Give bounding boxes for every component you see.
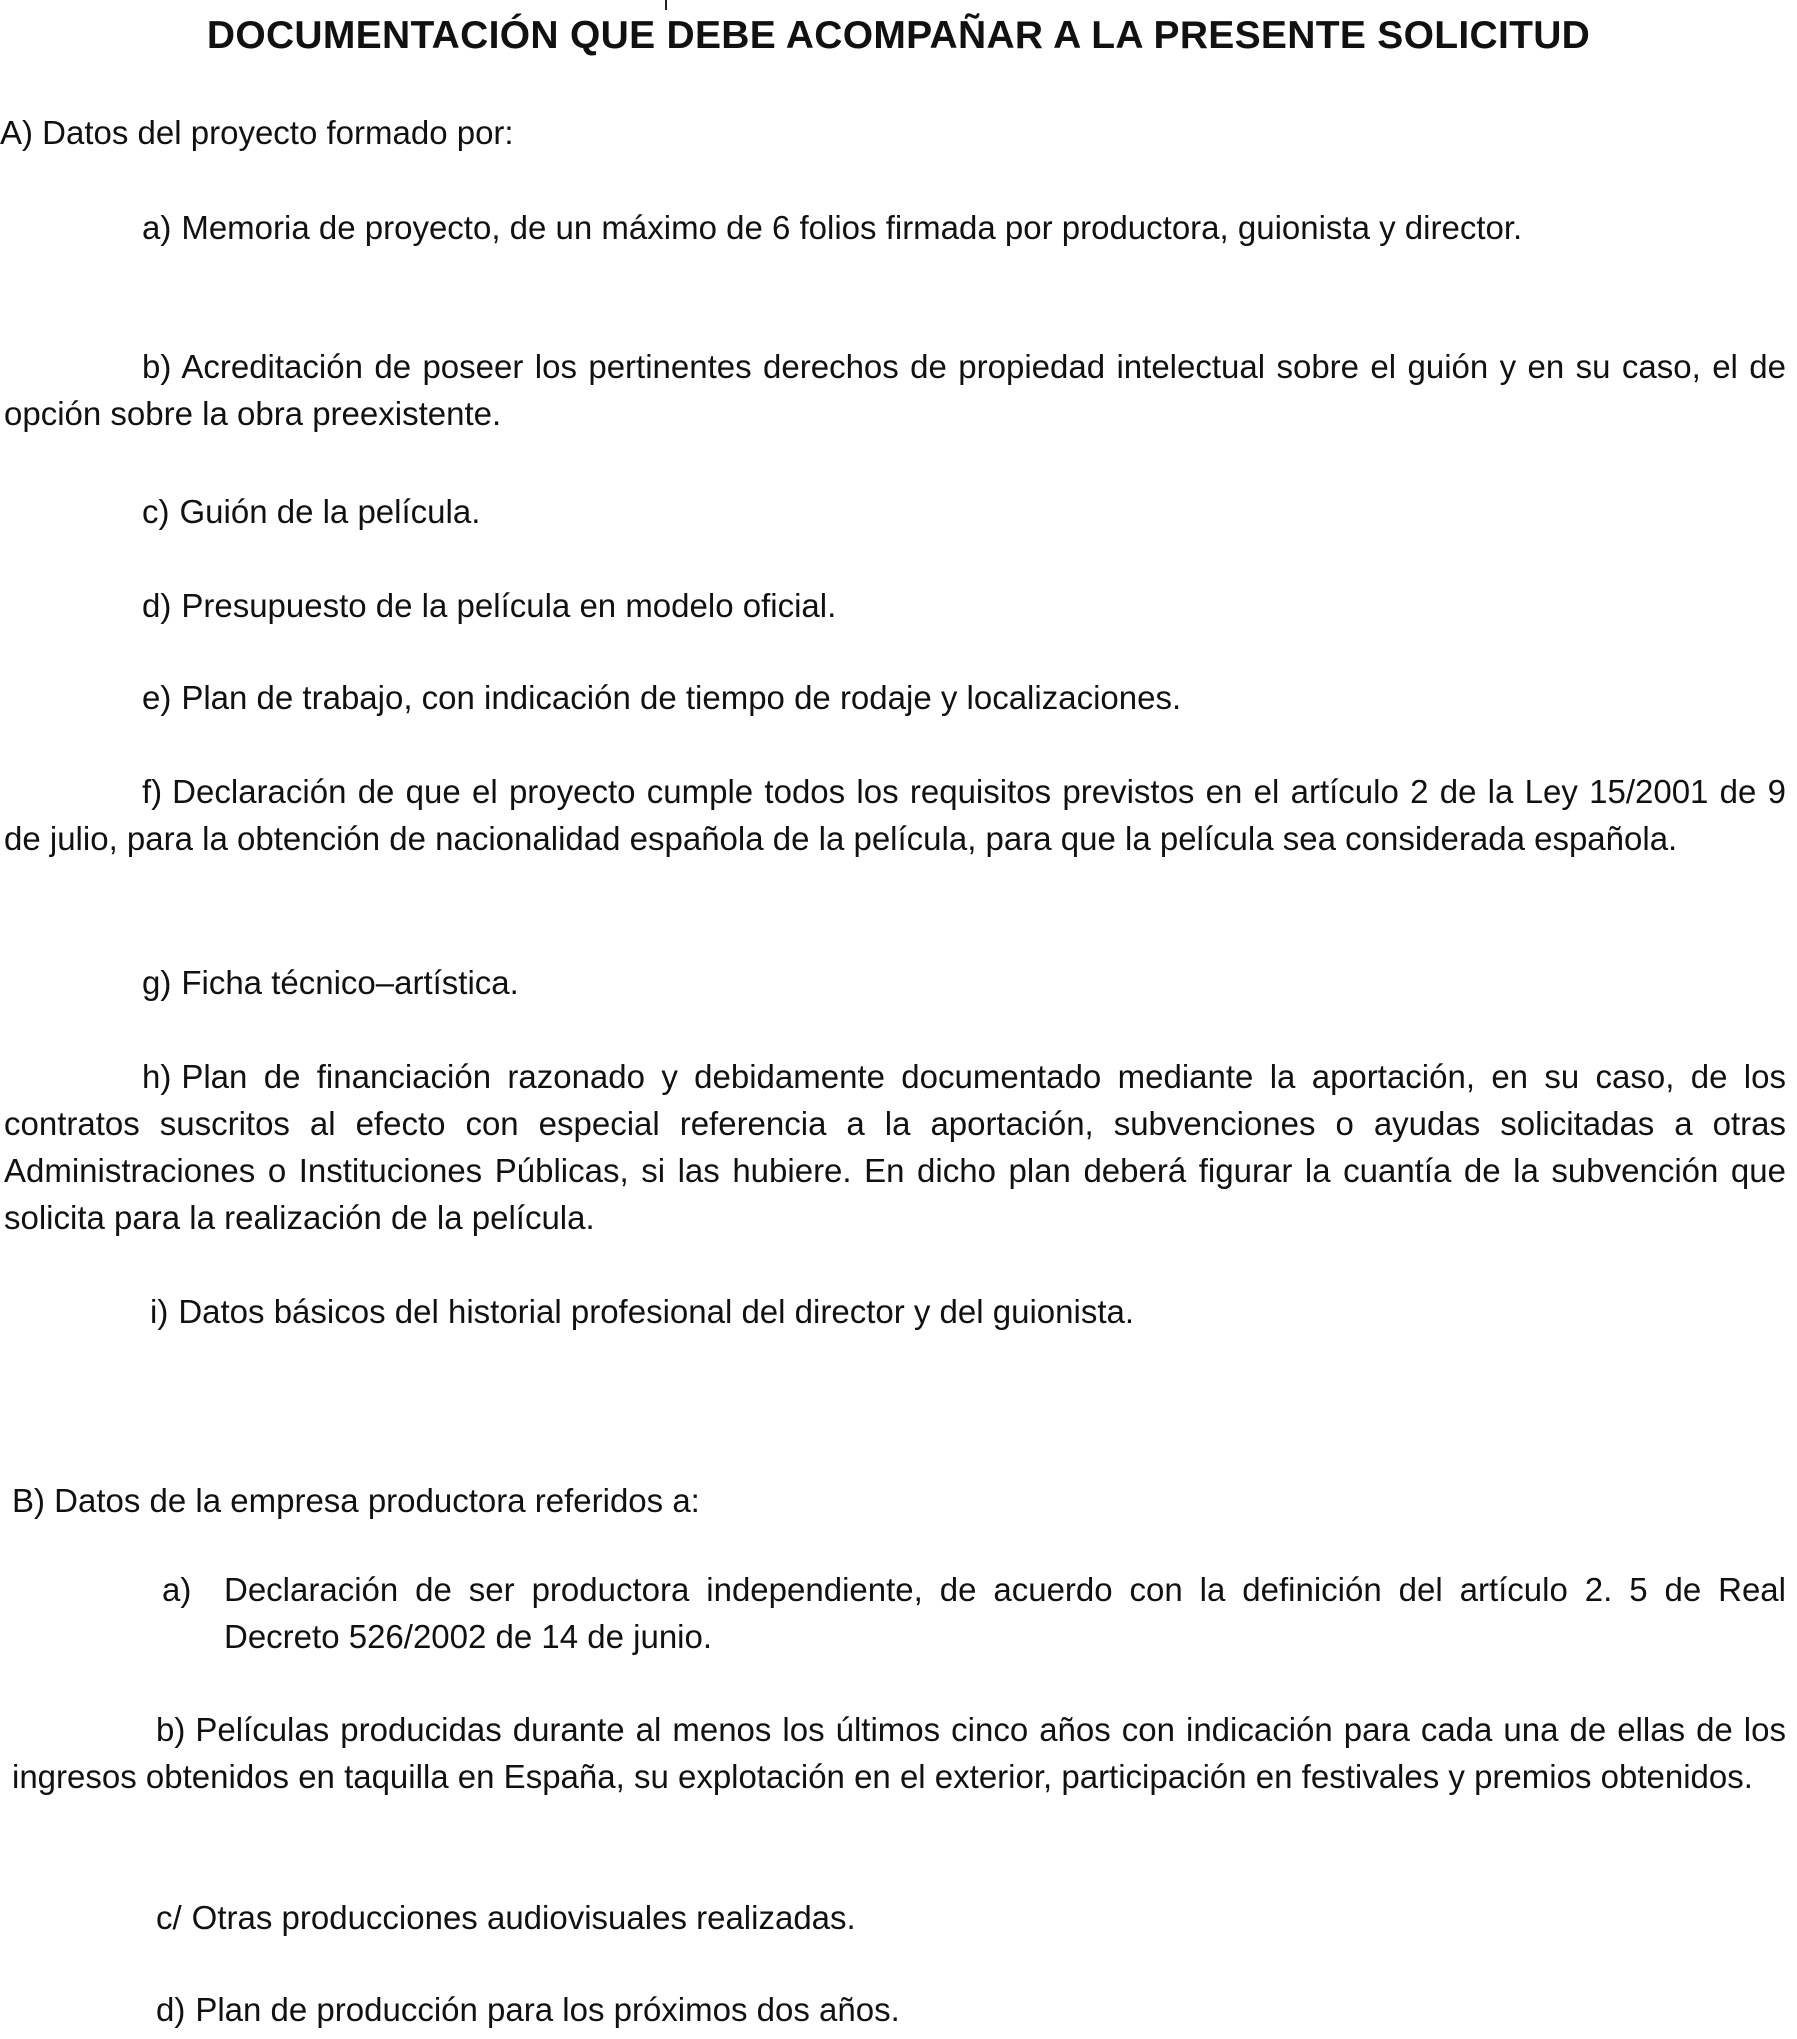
list-item — [4, 343, 1786, 437]
item-text: Otras producciones audiovisuales realizadas. — [191, 1899, 856, 1936]
list-item — [4, 582, 1786, 629]
item-text: Declaración de ser productora independiente, de acuerdo con la definición del artículo 2. 5 de Real Decreto 526/2002 de 14 de junio. — [224, 1571, 1786, 1655]
list-item — [4, 768, 1786, 862]
list-item — [4, 959, 1786, 1006]
item-text: Datos básicos del historial profesional del director y del guionista. — [178, 1293, 1135, 1330]
list-item — [4, 1053, 1786, 1241]
list-item — [4, 488, 1786, 535]
item-text: Memoria de proyecto, de un máximo de 6 folios firmada por productora, guionista y director. — [181, 209, 1523, 246]
item-marker: i) — [150, 1293, 169, 1330]
list-item — [12, 1706, 1786, 1800]
item-text: Plan de trabajo, con indicación de tiempo de rodaje y localizaciones. — [181, 679, 1182, 716]
item-marker: c) — [142, 493, 170, 530]
item-text: Presupuesto de la película en modelo oficial. — [181, 587, 837, 624]
page-title: DOCUMENTACIÓN QUE DEBE ACOMPAÑAR A LA PRESENTE SOLICITUD — [206, 14, 1591, 57]
item-marker: a) — [162, 1571, 192, 1608]
scan-mark — [665, 0, 667, 10]
item-marker: d) — [156, 1991, 186, 2028]
item-marker: g) — [142, 964, 172, 1001]
item-marker: e) — [142, 679, 172, 716]
item-marker: a) — [142, 209, 172, 246]
item-marker: d) — [142, 587, 172, 624]
section-b-heading: B) Datos de la empresa productora referidos a: — [12, 1482, 700, 1519]
item-text: Plan de producción para los próximos dos años. — [195, 1991, 900, 2028]
item-marker: f) — [142, 773, 163, 810]
section-a-heading: A) Datos del proyecto formado por: — [0, 114, 514, 151]
item-text: Declaración de que el proyecto cumple todos los requisitos previstos en el artículo 2 de la Ley 15/2001 de 9 de julio, para la obtención de nacionalidad española de la película, para que la película sea considerada española. — [4, 773, 1786, 857]
item-marker: h) — [142, 1058, 172, 1095]
item-text: Guión de la película. — [179, 493, 481, 530]
item-text: Acreditación de poseer los pertinentes derechos de propiedad intelectual sobre el guión y en su caso, el de opción sobre la obra preexistente. — [4, 348, 1786, 432]
list-item — [4, 204, 1786, 251]
item-text: Ficha técnico–artística. — [181, 964, 519, 1001]
item-marker: b) — [156, 1711, 186, 1748]
list-item — [4, 1288, 1786, 1335]
item-text: Plan de financiación razonado y debidamente documentado mediante la aportación, en su caso, de los contratos suscritos al efecto con especial referencia a la aportación, subvenciones o ayudas solicitadas a otras Administraciones o Instituciones Públicas, si las hubiere. En dicho plan deberá figurar la cuantía de la subvención que solicita para la realización de la película. — [4, 1058, 1786, 1236]
item-marker: b) — [142, 348, 172, 385]
list-item — [162, 1566, 1786, 1660]
list-item — [4, 674, 1786, 721]
list-item — [12, 1894, 1786, 1941]
list-item — [12, 1986, 1786, 2033]
item-text: Películas producidas durante al menos los últimos cinco años con indicación para cada una de ellas de los ingresos obtenidos en taquilla en España, su explotación en el exterior, participación en festivales y premios obtenidos. — [12, 1711, 1786, 1795]
item-marker: c/ — [156, 1899, 182, 1936]
